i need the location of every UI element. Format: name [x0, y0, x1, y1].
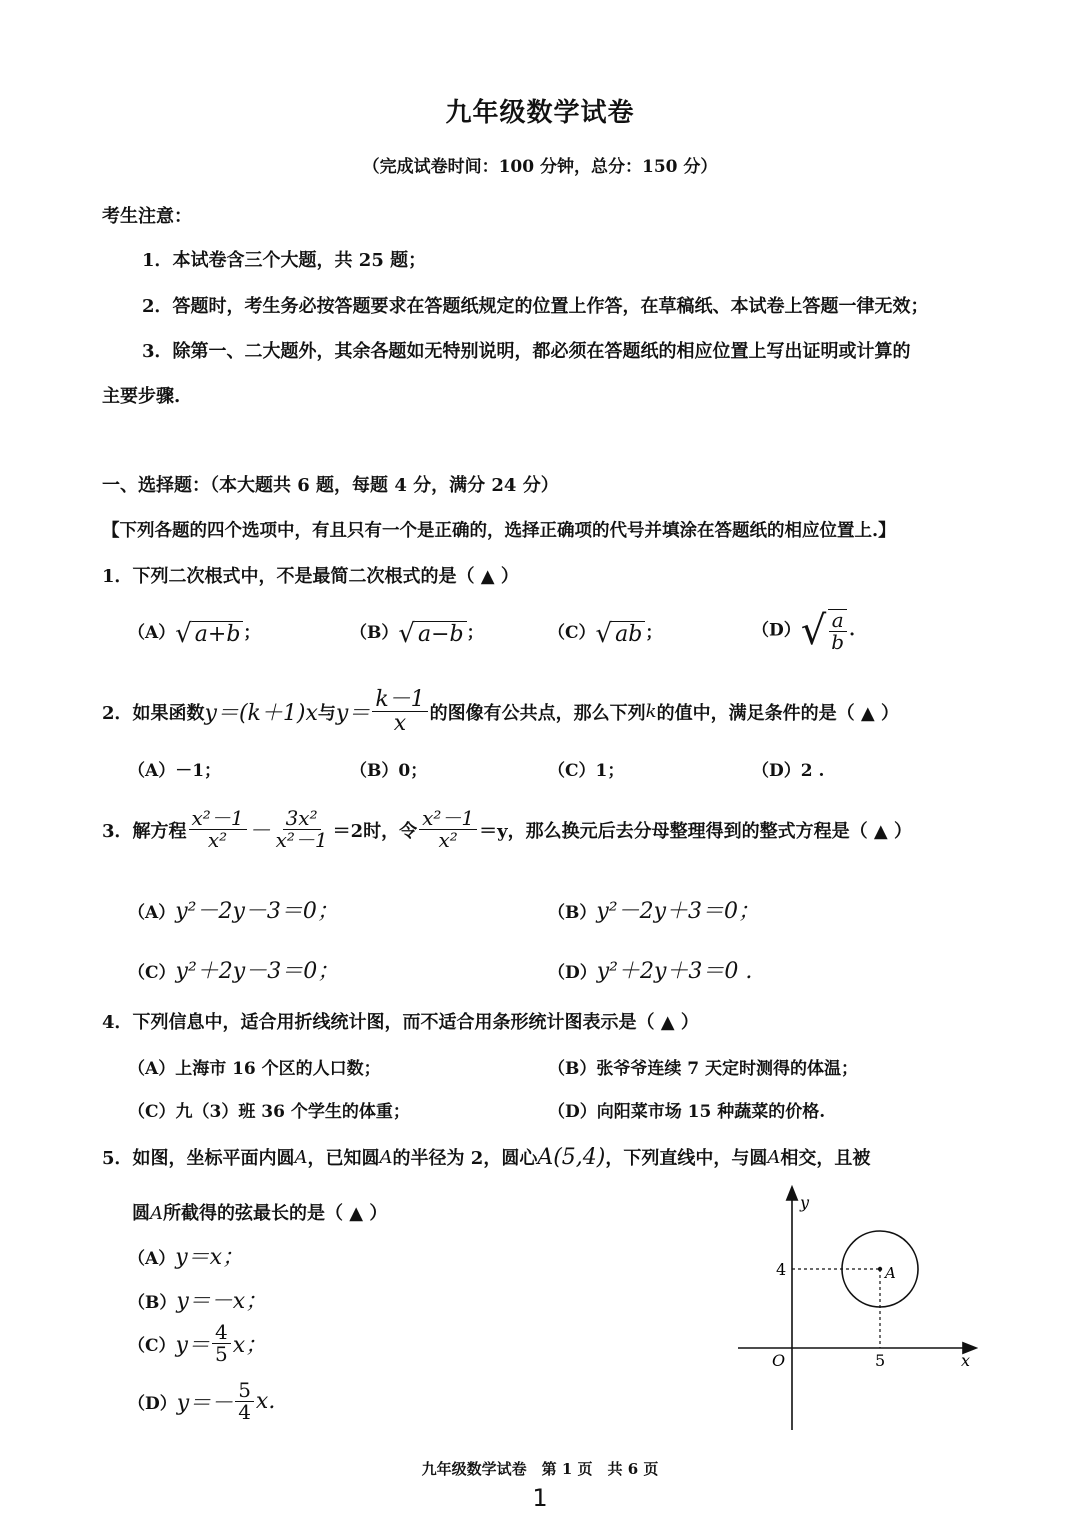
y-axis-label: y: [800, 1193, 810, 1212]
center-label: A: [885, 1264, 896, 1282]
q4-option-d: （D）向阳菜市场 15 种蔬菜的价格.: [548, 1102, 826, 1122]
q3-fraction-3: $\frac{\text{x²－1}}{\text{x²}}$: [419, 808, 477, 851]
section-heading: 一、选择题：（本大题共 6 题，每题 4 分，满分 24 分）: [102, 475, 559, 496]
q1-option-b: （B）√ a−b ；: [350, 618, 484, 649]
radicand: a−b: [415, 621, 467, 647]
page-subtitle: （完成试卷时间：100 分钟，总分：150 分）: [362, 157, 718, 177]
option-label: （C）: [548, 623, 596, 643]
notice-item-3-cont: 主要步骤.: [102, 386, 181, 407]
notice-heading: 考生注意：: [102, 206, 192, 227]
q5-stem-line-1: 5．如图，坐标平面内圆 A ，已知圆 A 的半径为 2，圆心 A(5,4) ，下列直线中，与圆 A 相交，且被: [102, 1144, 871, 1170]
y-tick-label: 4: [776, 1260, 787, 1279]
q5-option-b: （B）y＝－x；: [128, 1289, 268, 1314]
q2-option-d: （D）2 .: [752, 761, 825, 781]
center-point: [878, 1267, 882, 1271]
q2-stem: 2．如果函数 y＝(k＋1)x 与 y＝ $\frac{k-1}{x}$ 的图像有公共点，那么下列 k 的值中，满足条件的是（ ▲ ）: [102, 687, 899, 737]
q4-option-a: （A）上海市 16 个区的人口数；: [128, 1059, 381, 1079]
q5-option-c: （C） y＝ $\frac{4}{5}$ x；: [128, 1320, 268, 1366]
x-axis-label: x: [961, 1351, 971, 1370]
q5-stem-line-2: 圆A所截得的弦最长的是（ ▲ ）: [132, 1203, 388, 1224]
q3-option-a: （A）y²－2y－3＝0；: [128, 899, 339, 924]
page-title: 九年级数学试卷: [445, 98, 635, 128]
q4-option-b: （B）张爷爷连续 7 天定时测得的体温；: [548, 1059, 859, 1079]
q3-option-d: （D）y²＋2y＋3＝0 .: [548, 959, 753, 984]
q5-option-d: （D） y＝－ $\frac{5}{4}$ x.: [128, 1378, 276, 1424]
page-footer: 九年级数学试卷 第 1 页 共 6 页: [421, 1460, 659, 1478]
q1-option-d: （D）√ $\frac{a}{b}$ .: [752, 608, 855, 654]
q4-option-c: （C）九（3）班 36 个学生的体重；: [128, 1102, 410, 1122]
q2-option-a: （A）－1；: [128, 761, 222, 781]
radicand: ab: [612, 621, 645, 647]
q2-function-1: y＝(k＋1)x: [204, 701, 318, 727]
q2-option-c: （C）1；: [548, 761, 625, 781]
q1-stem: 1．下列二次根式中，不是最简二次根式的是（ ▲ ）: [102, 566, 519, 587]
coordinate-figure: [730, 1180, 990, 1440]
option-label: （B）: [350, 623, 399, 643]
option-label: （D）: [752, 620, 801, 641]
q1-option-a: （A）√ a+b ；: [128, 618, 261, 649]
q4-stem: 4．下列信息中，适合用折线统计图，而不适合用条形统计图表示是（ ▲ ）: [102, 1012, 699, 1033]
q3-option-b: （B）y²－2y＋3＝0；: [548, 899, 761, 924]
q2-fraction: $\frac{k-1}{x}$: [372, 688, 427, 735]
notice-item-1: 1．本试卷含三个大题，共 25 题；: [142, 250, 427, 271]
option-label: （A）: [128, 623, 176, 643]
q3-fraction-2: $\frac{\text{3x²}}{\text{x²－1}}$: [275, 806, 328, 852]
section-instruction: 【下列各题的四个选项中，有且只有一个是正确的，选择正确项的代号并填涂在答题纸的相应位置上.】: [102, 521, 896, 541]
q3-fraction-1: $\frac{\text{x²－1}}{\text{x²}}$: [189, 808, 247, 851]
radicand: a+b: [192, 621, 244, 647]
origin-label: O: [772, 1351, 786, 1370]
notice-item-3: 3．除第一、二大题外，其余各题如无特别说明，都必须在答题纸的相应位置上写出证明或计算的: [142, 341, 911, 362]
notice-item-2: 2．答题时，考生务必按答题要求在答题纸规定的位置上作答，在草稿纸、本试卷上答题一律无效；: [142, 296, 929, 317]
q2-option-b: （B）0；: [350, 761, 428, 781]
q1-option-c: （C）√ ab ；: [548, 618, 663, 649]
x-tick-label: 5: [875, 1351, 886, 1370]
q5-center: A(5,4): [537, 1144, 606, 1170]
q3-stem: 3．解方程 $\frac{\text{x²－1}}{\text{x²}}$ － $\frac{\text{3x²}}{\text{x²－1}}$ ＝2时，令 $\frac{\text{x²－1}}{\text{x²}}$ ＝y，那么换元后去分母整理得到的整式方程是（ ▲ ）: [102, 806, 913, 852]
q5-option-a: （A）y＝x；: [128, 1245, 245, 1270]
page-number: 1: [532, 1484, 548, 1512]
q3-option-c: （C）y²＋2y－3＝0；: [128, 959, 340, 984]
